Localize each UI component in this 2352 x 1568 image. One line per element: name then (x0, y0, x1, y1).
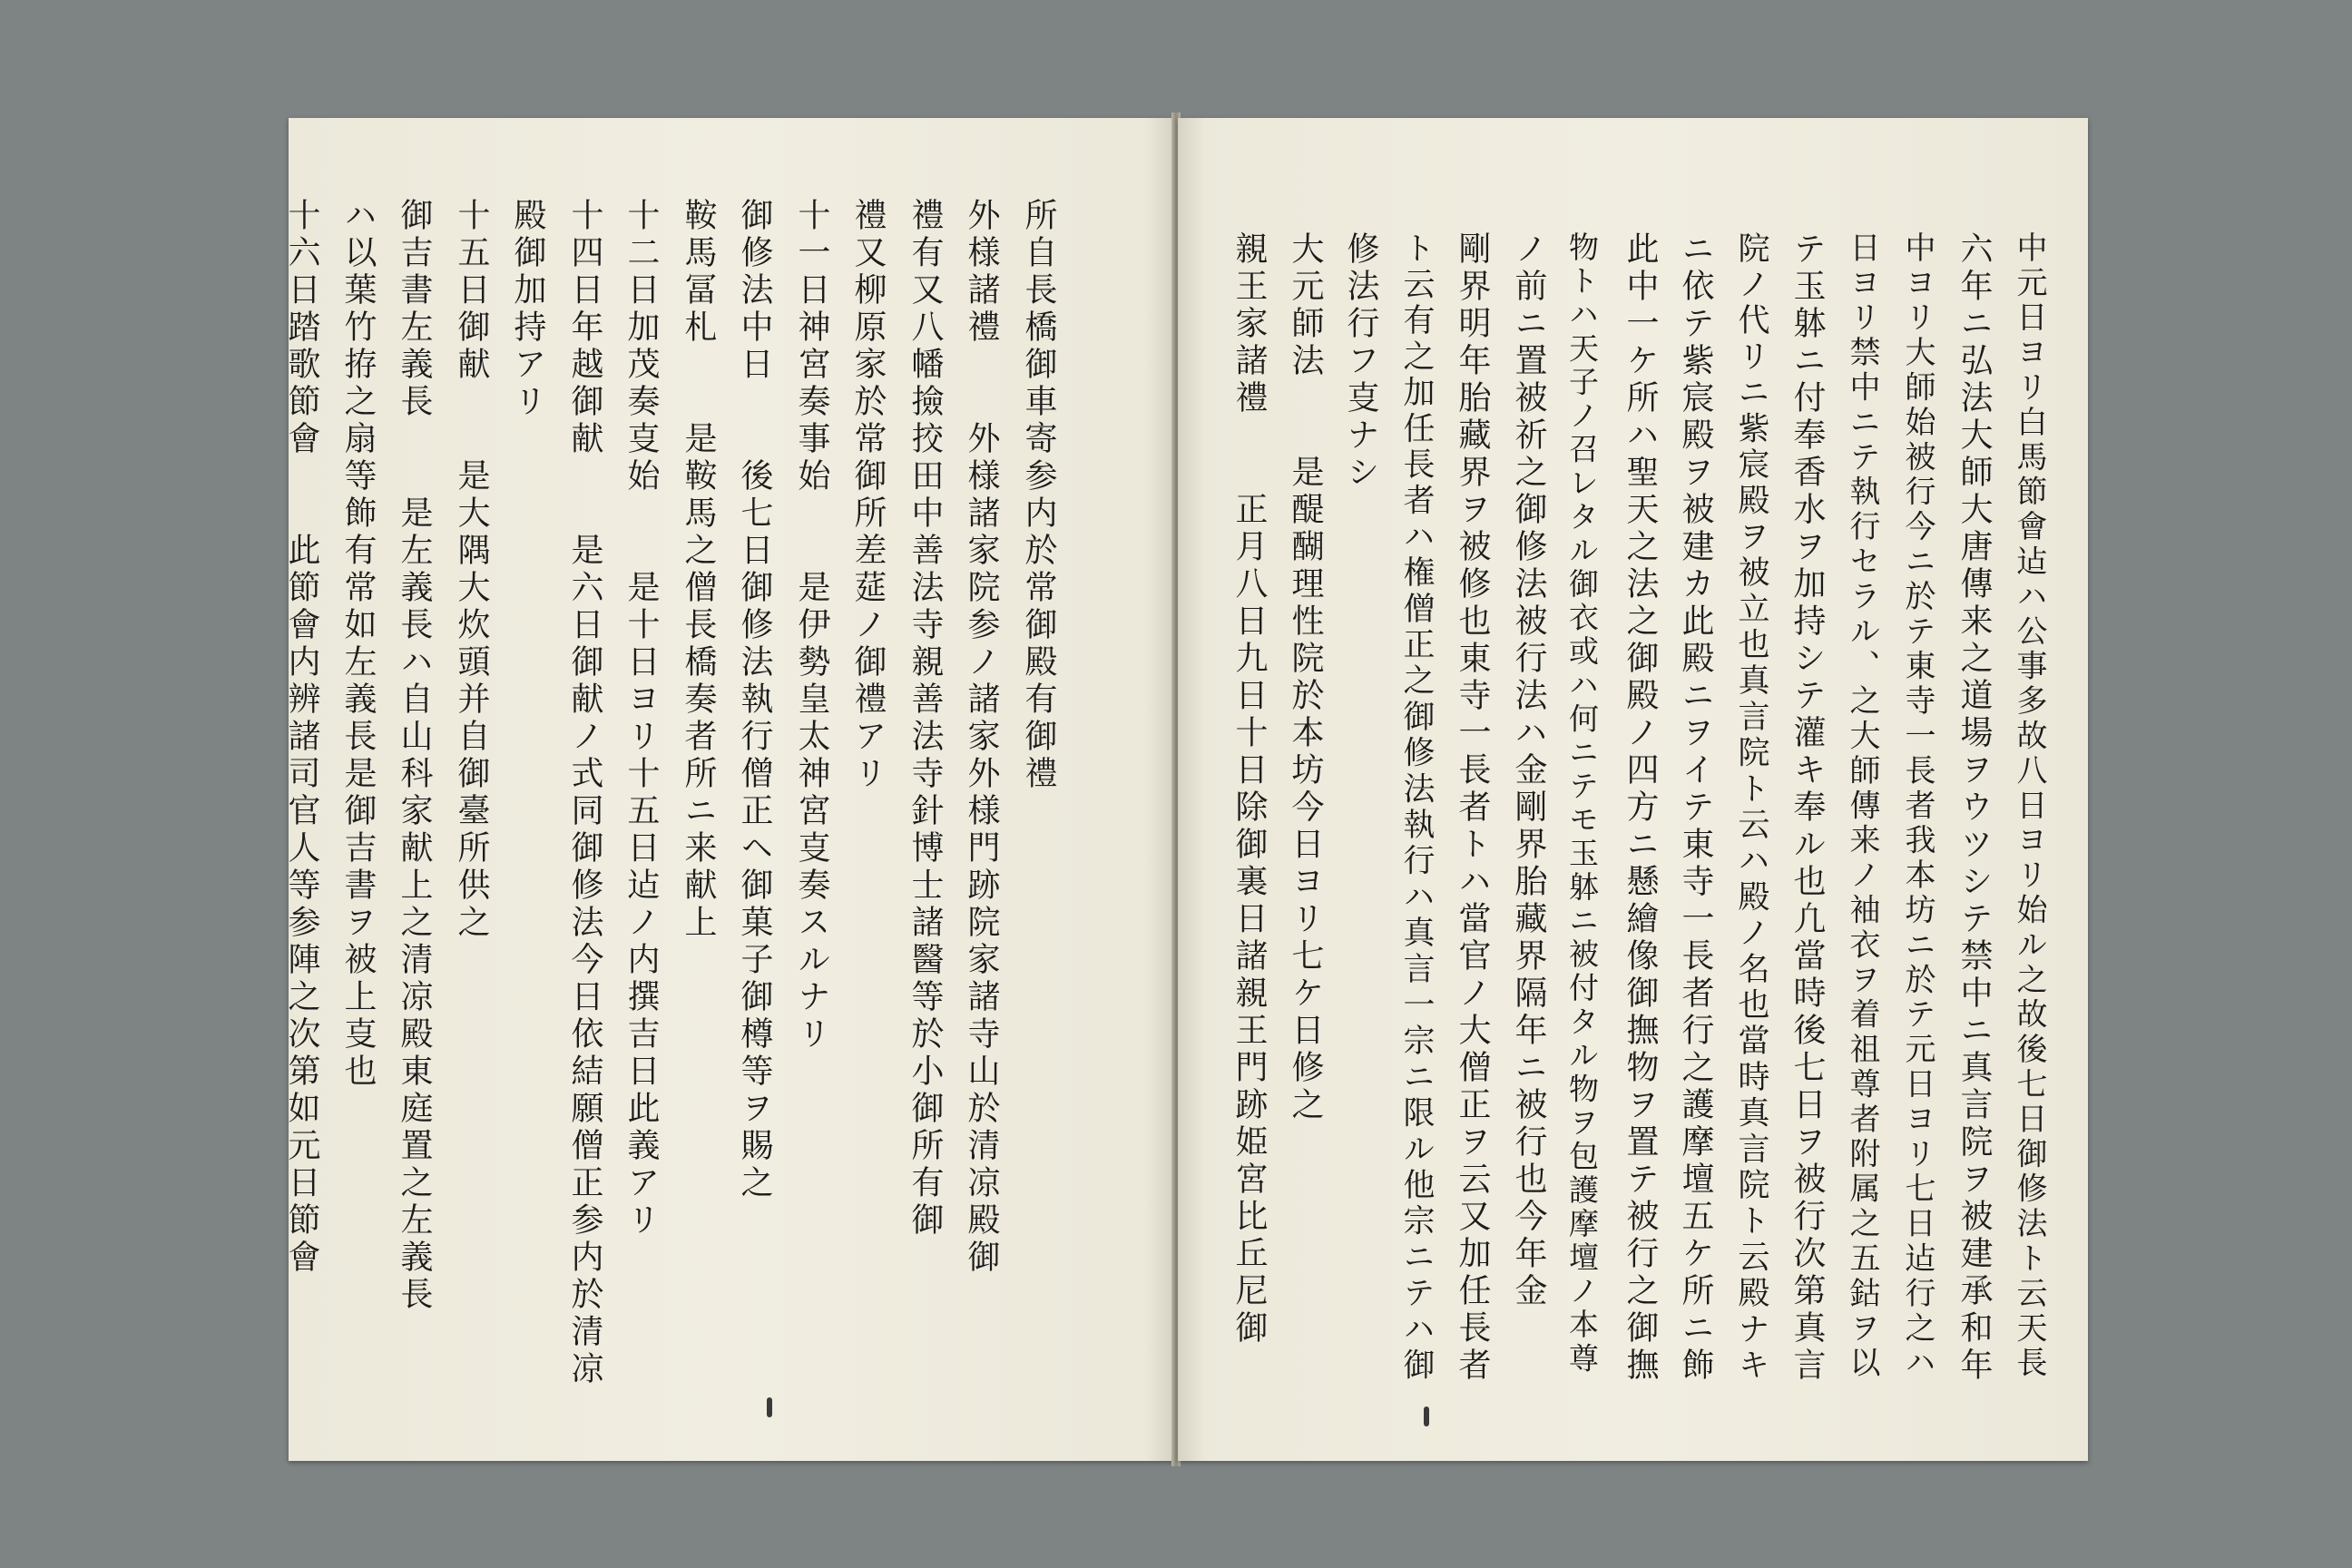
right-column-12: ト云有之加任長者ハ権僧正之御修法執行ハ真言一宗ニ限ル他宗ニテハ御 (1398, 231, 1435, 1385)
right-column-7: ニ依テ紫宸殿ヲ被建カ此殿ニヲイテ東寺一長者行之護摩壇五ケ所ニ飾 (1677, 231, 1714, 1385)
left-page (283, 118, 1174, 1461)
right-column-10: ノ前ニ置被祈之御修法被行法ハ金剛界胎藏界隔年ニ被行也今年金 (1510, 231, 1547, 1310)
left-column-12: 御吉書左義長 是左義長ハ自山科家献上之清凉殿東庭置之左義長 (396, 198, 433, 1314)
right-column-11: 剛界明年胎藏界ヲ被修也東寺一長者トハ當官ノ大僧正ヲ云又加任長者 (1454, 231, 1491, 1385)
left-column-2: 外様諸禮 外様諸家院参ノ諸家外様門跡院家諸寺山於清凉殿御 (963, 198, 1000, 1277)
left-column-10: 殿御加持アリ (509, 198, 546, 421)
open-book (283, 118, 2087, 1461)
left-column-8: 十二日加茂奏㕝始 是十日ヨリ十五日迠ノ内撰吉日此義アリ (622, 198, 660, 1240)
left-column-9: 十四日年越御献 是六日御献ノ式同御修法今日依結願僧正参内於清凉 (566, 198, 603, 1388)
left-column-1: 所自長橋御車寄参内於常御殿有御禮 (1020, 198, 1057, 793)
right-column-4: 日ヨリ禁中ニテ執行セラル、之大師傳来ノ袖衣ヲ着祖尊者附属之五鈷ヲ以 (1844, 231, 1880, 1382)
right-column-5: テ玉躰ニ付奉香水ヲ加持シテ灌キ奉ル也凢當時後七日ヲ被行次第真言 (1788, 231, 1826, 1385)
left-column-3: 禮有又八幡撿挍田中善法寺親善法寺針博士諸醫等於小御所有御 (906, 198, 944, 1240)
left-column-4: 禮又柳原家於常御所差莚ノ御禮アリ (849, 198, 887, 793)
right-column-8: 此中一ケ所ハ聖天之法之御殿ノ四方ニ懸繪像御撫物ヲ置テ被行之御撫 (1622, 231, 1659, 1385)
left-column-14: 十六日踏歌節會 此節會内辨諸司官人等参陣之次第如元日節會 (283, 198, 320, 1277)
left-column-11: 十五日御献 是大隅大炊頭并自御臺所供之 (453, 198, 490, 942)
right-column-13: 修法行フ㕝ナシ (1342, 231, 1379, 492)
thread-mark (1424, 1406, 1429, 1426)
left-column-6: 御修法中日 後七日御修法執行僧正ヘ御菓子御樽等ヲ賜之 (736, 198, 773, 1202)
right-column-2: 六年ニ弘法大師大唐傳来之道場ヲウツシテ禁中ニ真言院ヲ被建承和年 (1955, 231, 1993, 1385)
left-column-13: ハ以葉竹拵之扇等飾有常如左義長是御吉書ヲ被上㕝也 (339, 198, 377, 1091)
right-page (1178, 118, 2088, 1461)
left-column-7: 鞍馬冨札 是鞍馬之僧長橋奏者所ニ来献上 (680, 198, 717, 942)
right-column-15: 親王家諸禮 正月八日九日十日除御裏日諸親王門跡姫宮比丘尼御 (1230, 231, 1268, 1348)
right-column-14: 大元師法 是醍醐理性院於本坊今日ヨリ七ケ日修之 (1287, 231, 1324, 1124)
thread-mark (767, 1397, 772, 1417)
right-column-3: 中ヨリ大師始被行今ニ於テ東寺一長者我本坊ニ於テ元日ヨリ七日迠行之ハ (1899, 231, 1936, 1382)
right-column-9: 物トハ天子ノ召レタル御衣或ハ何ニテモ玉躰ニ被付タル物ヲ包護摩壇ノ本尊 (1564, 231, 1600, 1377)
right-column-6: 院ノ代リニ紫宸殿ヲ被立也真言院ト云ハ殿ノ名也當時真言院ト云殿ナキ (1733, 231, 1769, 1385)
right-column-1: 中元日ヨリ白馬節會迠ハ公事多故八日ヨリ始ル之故後七日御修法ト云天長 (2011, 231, 2047, 1382)
left-column-5: 十一日神宮奏事始 是伊勢皇太神宮㕝奏スルナリ (793, 198, 830, 1054)
